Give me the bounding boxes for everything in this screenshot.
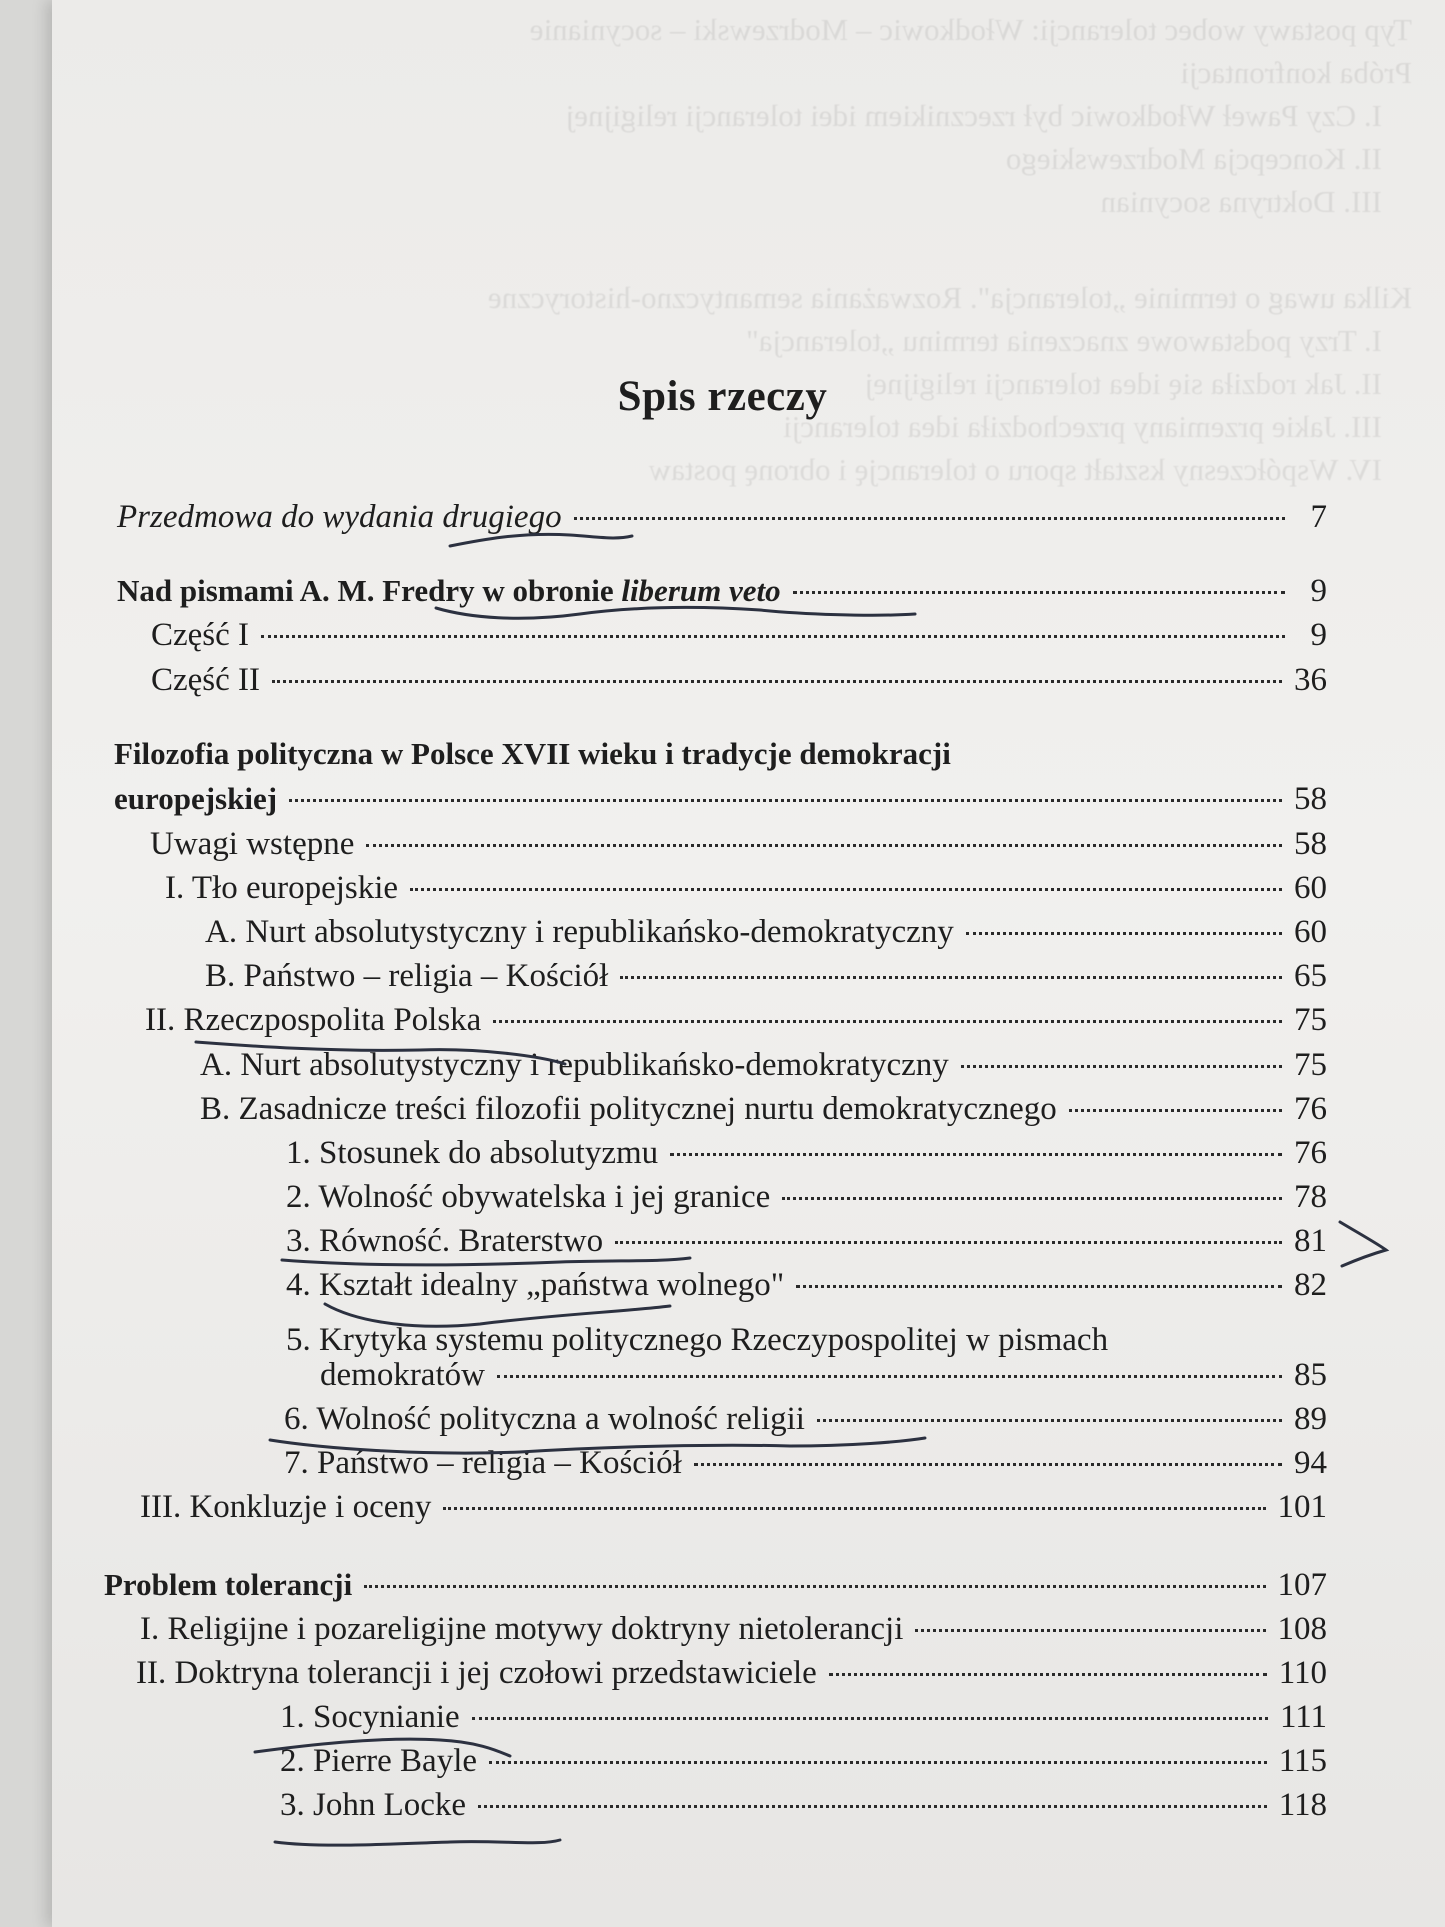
toc-entry-przedmowa bbox=[117, 498, 1327, 536]
toc-entry-label: europejskiej bbox=[114, 781, 278, 816]
toc-entry-problem-1 bbox=[140, 1610, 1327, 1648]
dot-leader bbox=[364, 1585, 1265, 1588]
toc-entry-tlo bbox=[165, 869, 1327, 907]
dot-leader bbox=[694, 1463, 1282, 1466]
toc-page-number: 94 bbox=[1294, 1445, 1327, 1481]
toc-entry-rp-b bbox=[200, 1090, 1327, 1128]
bleed-line: Kilka uwag o terminie „tolerancja". Rozważania semantyczno-historyczne bbox=[487, 280, 1412, 315]
dot-leader bbox=[443, 1507, 1265, 1510]
toc-page-number: 110 bbox=[1278, 1655, 1327, 1691]
dot-leader bbox=[366, 844, 1282, 847]
toc-entry-label: II. Rzeczpospolita Polska bbox=[145, 1002, 482, 1038]
toc-entry-socynianie bbox=[280, 1698, 1327, 1736]
dot-leader bbox=[615, 1241, 1282, 1244]
toc-entry-filozofia bbox=[114, 780, 1327, 818]
toc-entry-label: demokratów bbox=[320, 1357, 485, 1393]
dot-leader bbox=[489, 1761, 1267, 1764]
toc-page-number: 85 bbox=[1294, 1357, 1327, 1393]
toc-entry-label: Uwagi wstępne bbox=[150, 826, 355, 862]
toc-entry-label: B. Państwo – religia – Kościół bbox=[205, 958, 609, 994]
toc-entry-label: Nad pismami A. M. Fredry w obronie liberum veto bbox=[117, 573, 781, 608]
toc-page-number: 65 bbox=[1294, 958, 1327, 994]
toc-entry-fredro bbox=[117, 572, 1327, 610]
dot-leader bbox=[966, 932, 1282, 935]
toc-page-number: 58 bbox=[1294, 781, 1327, 817]
toc-entry-problem bbox=[104, 1566, 1327, 1604]
toc-entry-label: I. Religijne i pozareligijne motywy doktryny nietolerancji bbox=[140, 1611, 904, 1647]
toc-page-number: 111 bbox=[1279, 1699, 1327, 1735]
toc-entry-locke bbox=[280, 1786, 1327, 1824]
toc-page-number: 108 bbox=[1277, 1611, 1327, 1647]
toc-entry-label: B. Zasadnicze treści filozofii politycznej nurtu demokratycznego bbox=[200, 1091, 1057, 1127]
toc-entry-rp-b6 bbox=[284, 1400, 1327, 1438]
bleed-line: IV. Współczesny kształt sporu o tolerancję i obronę postaw bbox=[648, 452, 1382, 487]
toc-entry-uwagi bbox=[150, 825, 1327, 863]
dot-leader bbox=[620, 976, 1282, 979]
toc-page-number: 75 bbox=[1294, 1047, 1327, 1083]
toc-page-number: 60 bbox=[1294, 870, 1327, 906]
toc-entry-label: II. Doktryna tolerancji i jej czołowi przedstawiciele bbox=[136, 1655, 817, 1691]
dot-leader bbox=[497, 1375, 1282, 1378]
dot-leader bbox=[829, 1673, 1267, 1676]
dot-leader bbox=[915, 1629, 1265, 1632]
bleed-line: III. Doktryna socynian bbox=[1100, 184, 1382, 219]
toc-entry-czesc-2 bbox=[151, 661, 1327, 699]
toc-entry-label: 2. Pierre Bayle bbox=[280, 1743, 478, 1779]
dot-leader bbox=[472, 1717, 1268, 1720]
toc-entry-bayle bbox=[280, 1742, 1327, 1780]
bleed-line: Typ postawy wobec tolerancji: Włodkowic – Modrzewski – socynianie bbox=[529, 12, 1412, 47]
bleed-line: III. Jakie przemiany przechodziła idea tolerancji bbox=[782, 409, 1382, 444]
toc-entry-label: 6. Wolność polityczna a wolność religii bbox=[284, 1401, 805, 1437]
toc-page-number: 81 bbox=[1294, 1223, 1327, 1259]
toc-entry-label: A. Nurt absolutystyczny i republikańsko-demokratyczny bbox=[205, 914, 954, 950]
toc-entry-label: 4. Kształt idealny „państwa wolnego" bbox=[286, 1267, 785, 1303]
bleed-line: II. Koncepcja Modrzewskiego bbox=[1005, 141, 1382, 176]
toc-entry-label: 7. Państwo – religia – Kościół bbox=[284, 1445, 682, 1481]
toc-entry-rp-b5 bbox=[320, 1356, 1327, 1394]
dot-leader bbox=[817, 1419, 1282, 1422]
toc-page-number: 7 bbox=[1310, 499, 1327, 535]
toc-entry-label: Przedmowa do wydania drugiego bbox=[117, 499, 562, 535]
dot-leader bbox=[793, 591, 1285, 594]
toc-page-number: 9 bbox=[1310, 573, 1327, 609]
bleed-line: I. Czy Paweł Włodkowic był rzecznikiem idei tolerancji religijnej bbox=[565, 98, 1382, 133]
toc-page-number: 78 bbox=[1294, 1179, 1327, 1215]
dot-leader bbox=[272, 680, 1282, 683]
dot-leader bbox=[1069, 1109, 1282, 1112]
toc-page-number: 118 bbox=[1278, 1787, 1327, 1823]
toc-page-number: 75 bbox=[1294, 1002, 1327, 1038]
toc-entry-rp-b2 bbox=[286, 1178, 1327, 1216]
toc-entry-label-italic: liberum veto bbox=[621, 573, 781, 608]
toc-entry-label: 1. Stosunek do absolutyzmu bbox=[286, 1135, 659, 1171]
toc-entry-konkluzje bbox=[140, 1488, 1327, 1526]
toc-page-number: 82 bbox=[1294, 1267, 1327, 1303]
dot-leader bbox=[289, 799, 1282, 802]
dot-leader bbox=[961, 1065, 1282, 1068]
toc-page-number: 58 bbox=[1294, 826, 1327, 862]
toc-entry-rp-b7 bbox=[284, 1444, 1327, 1482]
toc-page-number: 89 bbox=[1294, 1401, 1327, 1437]
toc-entry-label: Część II bbox=[151, 662, 261, 698]
toc-page-number: 76 bbox=[1294, 1135, 1327, 1171]
toc-entry-label: Problem tolerancji bbox=[104, 1567, 353, 1602]
dot-leader bbox=[796, 1285, 1282, 1288]
toc-entry-tlo-a bbox=[205, 913, 1327, 951]
toc-entry-label: III. Konkluzje i oceny bbox=[140, 1489, 432, 1525]
toc-page-number: 107 bbox=[1277, 1567, 1327, 1603]
bleed-line: Próba konfrontacji bbox=[1180, 55, 1412, 90]
toc-entry-label: A. Nurt absolutystyczny i republikańsko-demokratyczny bbox=[200, 1047, 949, 1083]
dot-leader bbox=[574, 517, 1285, 520]
toc-entry-rp-b4 bbox=[286, 1266, 1327, 1304]
toc-entry-czesc-1 bbox=[151, 616, 1327, 654]
toc-entry-filozofia-line1: Filozofia polityczna w Polsce XVII wieku i tradycje demokracji bbox=[114, 736, 951, 771]
dot-leader bbox=[410, 888, 1282, 891]
page-title: Spis rzeczy bbox=[617, 373, 828, 420]
bleed-through-text bbox=[112, 0, 1412, 660]
toc-entry-problem-2 bbox=[136, 1654, 1327, 1692]
toc-entry-rp-b3 bbox=[286, 1222, 1327, 1260]
dot-leader bbox=[782, 1197, 1282, 1200]
toc-page-number: 101 bbox=[1277, 1489, 1327, 1525]
toc-entry-label: I. Tło europejskie bbox=[165, 870, 399, 906]
toc-entry-label: 1. Socynianie bbox=[280, 1699, 460, 1735]
toc-page-number: 76 bbox=[1294, 1091, 1327, 1127]
toc-entry-label: 3. John Locke bbox=[280, 1787, 467, 1823]
bleed-line: I. Trzy podstawowe znaczenia terminu „tolerancja" bbox=[746, 323, 1382, 358]
dot-leader bbox=[670, 1153, 1282, 1156]
toc-entry-label: 3. Równość. Braterstwo bbox=[286, 1223, 604, 1259]
toc-entry-label: 2. Wolność obywatelska i jej granice bbox=[286, 1179, 771, 1215]
toc-page-number: 36 bbox=[1294, 662, 1327, 698]
toc-page-number: 115 bbox=[1278, 1743, 1327, 1779]
toc-entry-rp-b5-line1: 5. Krytyka systemu politycznego Rzeczypospolitej w pismach bbox=[286, 1322, 1109, 1358]
bleed-line: II. Jak rodziła się idea tolerancji religijnej bbox=[864, 366, 1382, 401]
toc-entry-rzeczpospolita bbox=[145, 1001, 1327, 1039]
toc-entry-rp-a bbox=[200, 1046, 1327, 1084]
toc-page-number: 9 bbox=[1310, 617, 1327, 653]
toc-entry-label: Część I bbox=[151, 617, 250, 653]
dot-leader bbox=[478, 1805, 1267, 1808]
dot-leader bbox=[493, 1020, 1282, 1023]
toc-entry-tlo-b bbox=[205, 957, 1327, 995]
toc-page-number: 60 bbox=[1294, 914, 1327, 950]
dot-leader bbox=[261, 635, 1285, 638]
toc-entry-rp-b1 bbox=[286, 1134, 1327, 1172]
